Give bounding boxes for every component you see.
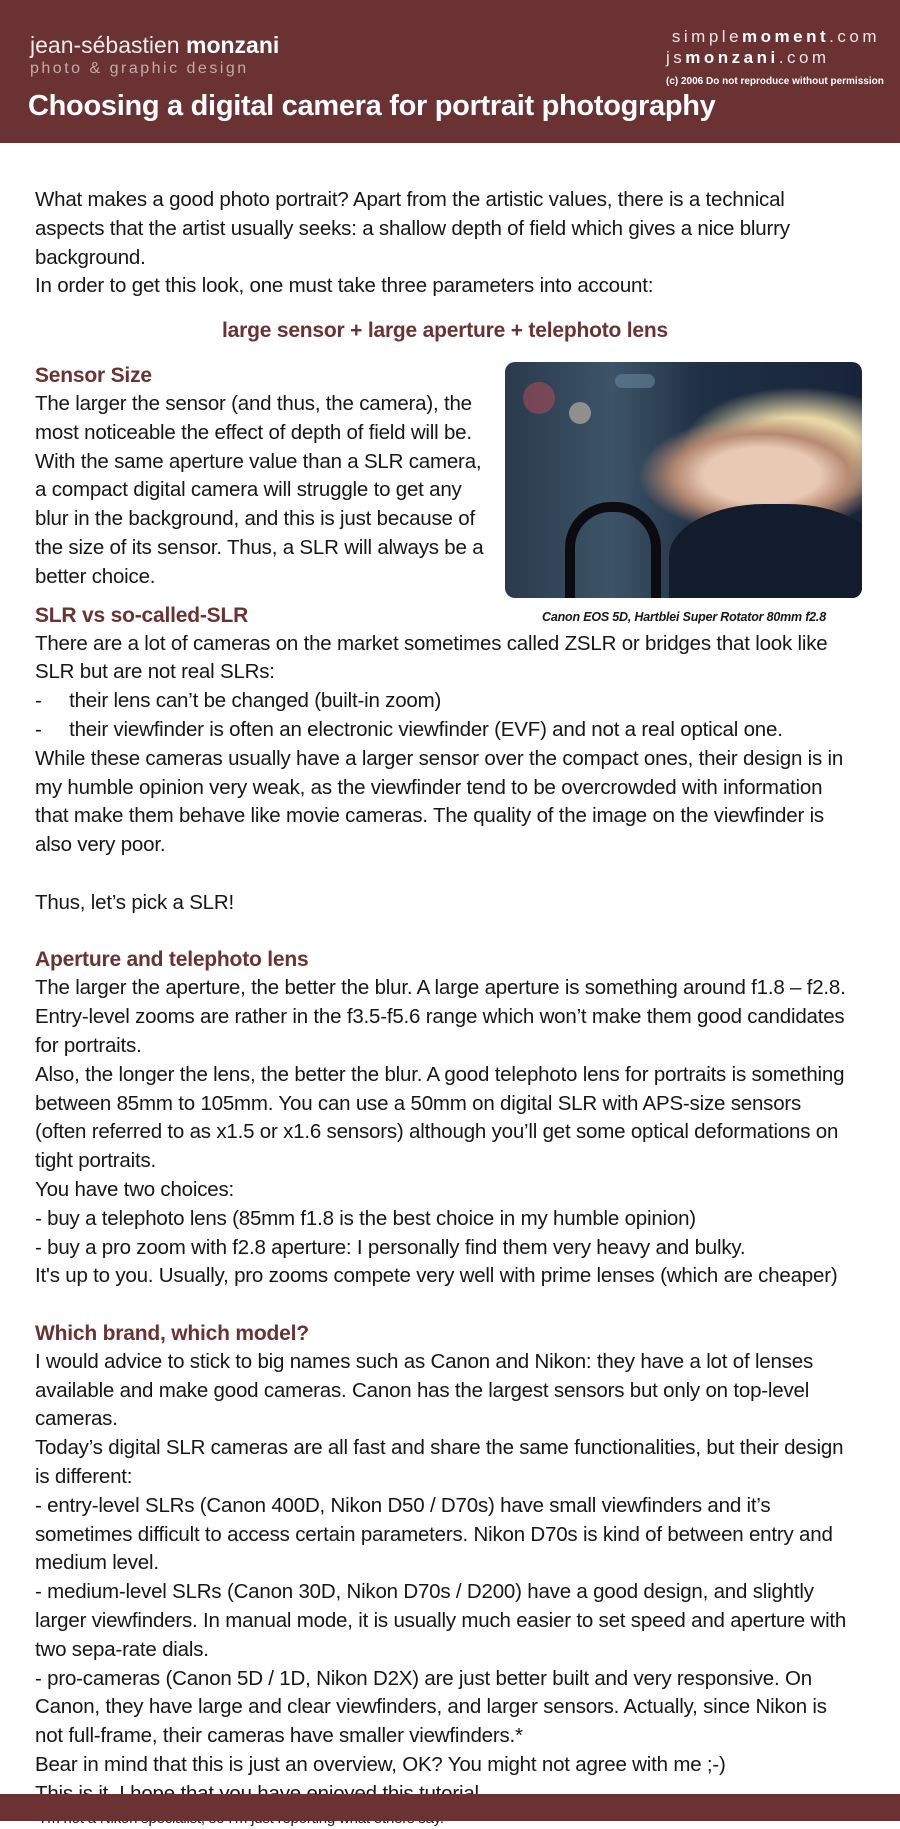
aperture-paragraph-4: It's up to you. Usually, pro zooms compete very well with prime lenses (which are cheaper): [35, 1264, 838, 1288]
photo-figure: [505, 362, 863, 625]
aperture-choice-1: - buy a telephoto lens (85mm f1.8 is the best choice in my humble opinion): [35, 1206, 696, 1230]
heading-aperture: Aperture and telephoto lens: [35, 948, 309, 972]
page-title: Choosing a digital camera for portrait photography: [28, 90, 716, 122]
aperture-paragraph-2: Also, the longer the lens, the better the blur. A good telephoto lens for portraits is something between 85mm to 105mm. You can use a 50mm on digital SLR with APS-size sensors (often referred to as x1.5 or x1.6 sensors) although you’ll get some optical deformations on tight portraits.: [35, 1062, 845, 1173]
brand-paragraph-6: Bear in mind that this is just an overview, OK? You might not agree with me ;-): [35, 1753, 726, 1777]
brand-entry-level: - entry-level SLRs (Canon 400D, Nikon D50 / D70s) have small viewfinders and it’s sometimes difficult to access certain parameters. Nikon D70s is kind of between entry and medium level.: [35, 1493, 833, 1575]
aperture-choice-2: - buy a pro zoom with f2.8 aperture: I personally find them very heavy and bulky.: [35, 1235, 746, 1259]
slr-paragraph-1: There are a lot of cameras on the market sometimes called ZSLR or bridges that look like SLR but are not real SLRs:: [35, 631, 828, 684]
heading-brand: Which brand, which model?: [35, 1321, 309, 1345]
heading-sensor-size: Sensor Size: [35, 363, 152, 387]
footer-bar: [0, 1794, 900, 1821]
intro-paragraph-1: What makes a good photo portrait? Apart from the artistic values, there is a technical aspects that the artist usually seeks: a shallow depth of field which gives a nice blurry background.: [35, 188, 790, 269]
article-body: [35, 186, 855, 1829]
header-banner: [0, 0, 900, 143]
site-link-jsmonzani[interactable]: [666, 48, 830, 68]
site1-part-b: moment: [742, 27, 830, 46]
key-formula: large sensor + large aperture + telephoto lens: [222, 319, 668, 343]
aperture-paragraph-3: You have two choices:: [35, 1177, 235, 1201]
slr-list-item-1: - their lens can’t be changed (built-in zoom): [35, 689, 442, 713]
site2-part-a: js: [666, 48, 686, 67]
cup-handle-shape: [565, 502, 661, 598]
author-first: jean-sébastien: [30, 32, 180, 58]
brand-paragraph-2: Today’s digital SLR cameras are all fast and share the same functionalities, but their design is different:: [35, 1436, 844, 1489]
bokeh-light: [523, 382, 555, 414]
intro-paragraph-2: In order to get this look, one must take three parameters into account:: [35, 274, 654, 298]
site1-part-c: .com: [829, 27, 880, 46]
slr-list-item-2: - their viewfinder is often an electronic viewfinder (EVF) and not a real optical one.: [35, 717, 783, 741]
brand-medium-level: - medium-level SLRs (Canon 30D, Nikon D70s / D200) have a good design, and slightly larger viewfinders. In manual mode, it is usually much easier to set speed and aperture with two sepa-rate dials.: [35, 1580, 847, 1661]
slr-paragraph-2: While these cameras usually have a larger sensor over the compact ones, their design is in my humble opinion very weak, as the viewfinder tend to be overcrowded with information that make them behave like movie cameras. The quality of the image on the viewfinder is also very poor.: [35, 746, 844, 857]
scarf-shape: [669, 504, 862, 598]
slr-paragraph-3: Thus, let’s pick a SLR!: [35, 890, 234, 914]
site1-part-a: simple: [671, 27, 743, 46]
author-last: monzani: [186, 32, 280, 58]
heading-slr: SLR vs so-called-SLR: [35, 603, 249, 627]
site2-part-c: .com: [778, 48, 830, 67]
author-name: [30, 32, 279, 59]
portrait-photo: [505, 362, 862, 598]
site2-part-b: monzani: [685, 48, 779, 67]
sensor-paragraph: The larger the sensor (and thus, the camera), the most noticeable the effect of depth of field will be. With the same aperture value than a SLR camera, a compact digital camera will struggle to get any blur in the background, and this is just because of the size of its sensor. Thus, a SLR will always be a better choice.: [35, 391, 484, 588]
site-link-simplemoment[interactable]: [672, 27, 880, 47]
bokeh-light: [615, 374, 655, 388]
copyright-notice: (c) 2006 Do not reproduce without permission: [666, 76, 884, 87]
aperture-paragraph-1: The larger the aperture, the better the blur. A large aperture is something around f1.8 – f2.8. Entry-level zooms are rather in the f3.5-f5.6 range which won’t make them good candidates for portraits.: [35, 976, 846, 1057]
author-subtitle: photo & graphic design: [30, 60, 249, 77]
brand-pro-level: - pro-cameras (Canon 5D / 1D, Nikon D2X) are just better built and very responsive. On Canon, they have large and clear viewfinders, and larger sensors. Actually, since Nikon is not full-frame, their cameras have smaller viewfinders.*: [35, 1666, 827, 1748]
bokeh-light: [569, 402, 591, 424]
brand-paragraph-1: I would advice to stick to big names such as Canon and Nikon: they have a lot of lenses available and make good cameras. Canon has the largest sensors but only on top-level cameras.: [35, 1349, 813, 1431]
photo-caption: Canon EOS 5D, Hartblei Super Rotator 80mm f2.8: [542, 609, 826, 624]
